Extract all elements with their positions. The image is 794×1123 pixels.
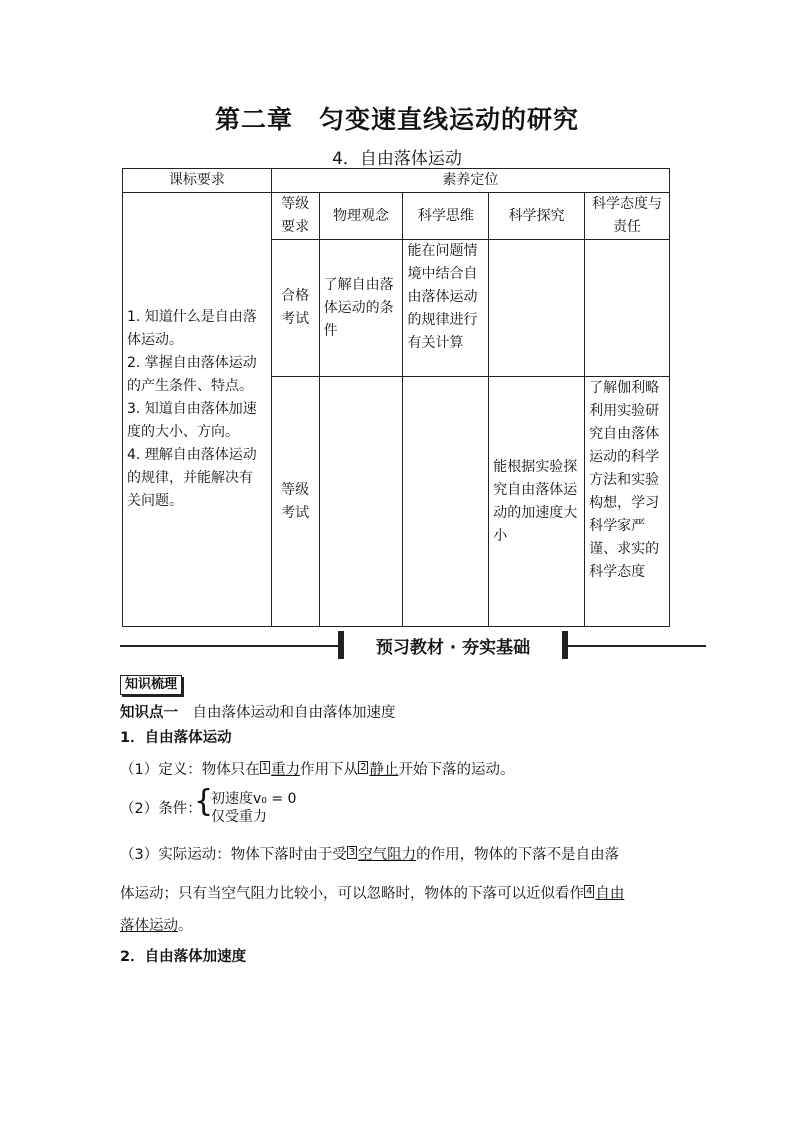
blank-free-fall-a: 自由 [595, 886, 625, 902]
definition-mid: 作用下从 [300, 762, 359, 778]
blank-air-resistance: 空气阻力 [358, 847, 417, 863]
knowledge-point-title: 自由落体运动和自由落体加速度 [192, 705, 396, 721]
heading-free-fall-acceleration: 2．自由落体加速度 [120, 949, 247, 965]
header-literacy: 素养定位 [271, 169, 669, 193]
requirements-table [122, 168, 670, 627]
blank-number-4: 4 [586, 886, 593, 897]
knowledge-point-label: 知识点一 [120, 705, 178, 721]
definition-line [120, 758, 514, 779]
grade-attitude-cell: 了解伽利略利用实验研究自由落体运动的科学方法和实验构想，学习科学家严谨、求实的科学态度 [585, 377, 670, 627]
level-grade: 等级考试 [271, 377, 319, 627]
section-title: 4．自由落体运动 [332, 149, 462, 169]
actual-end: 。 [178, 918, 193, 934]
knowledge-tag: 知识梳理 [120, 675, 182, 695]
blank-gravity: 重力 [271, 762, 301, 778]
pass-inquiry-cell [489, 240, 585, 377]
definition-prefix: （1）定义：物体只在 [120, 762, 260, 778]
banner-rule-left [120, 645, 338, 647]
pass-physics-cell: 了解自由落体运动的条件 [319, 240, 403, 377]
condition-prefix: （2）条件： [120, 801, 202, 817]
heading-free-fall: 1．自由落体运动 [120, 730, 232, 746]
actual-motion-line-2 [120, 882, 624, 903]
pass-thinking-cell: 能在问题情境中结合自由落体运动的规律进行有关计算 [403, 240, 489, 377]
blank-free-fall-b: 落体运动 [120, 918, 178, 934]
actual-rest: 的作用，物体的下落不是自由落 [416, 847, 620, 863]
pass-attitude-cell [585, 240, 670, 377]
section-banner [338, 631, 568, 659]
header-curriculum: 课标要求 [123, 169, 272, 193]
actual-motion-line [120, 843, 619, 864]
banner-bar-left [338, 631, 344, 659]
condition-initial-velocity: 初速度v₀ = 0 [211, 791, 297, 807]
banner-label: 预习教材 · 夯实基础 [375, 638, 531, 658]
header-physics: 物理观念 [319, 193, 403, 240]
condition-gravity-only: 仅受重力 [211, 809, 267, 825]
actual-prefix: （3）实际运动：物体下落时由于受 [120, 847, 347, 863]
brace-icon: { [194, 784, 214, 819]
grade-physics-cell [319, 377, 403, 627]
definition-suffix: 开始下落的运动。 [398, 762, 515, 778]
blank-number-3: 3 [348, 847, 356, 858]
actual-motion-line-3 [120, 914, 193, 935]
blank-rest: 静止 [369, 762, 399, 778]
header-thinking: 科学思维 [403, 193, 489, 240]
curriculum-requirements: 1. 知道什么是自由落体运动。 2. 掌握自由落体运动的产生条件、特点。 3. 知道自由落体加速度的大小、方向。 4. 理解自由落体运动的规律，并能解决有关问题。 [123, 193, 272, 627]
grade-inquiry-cell: 能根据实验探究自由落体运动的加速度大小 [489, 377, 585, 627]
knowledge-point-heading [120, 701, 396, 722]
level-pass: 合格考试 [271, 240, 319, 377]
header-inquiry: 科学探究 [489, 193, 585, 240]
banner-rule-right [568, 645, 706, 647]
blank-number-2: 2 [360, 762, 367, 773]
actual-line2: 体运动；只有当空气阻力比较小，可以忽略时，物体的下落可以近似看作 [120, 886, 584, 902]
blank-number-1: 1 [261, 762, 269, 773]
grade-thinking-cell [403, 377, 489, 627]
chapter-title: 第二章 匀变速直线运动的研究 [214, 105, 579, 134]
header-level: 等级要求 [271, 193, 319, 240]
header-attitude: 科学态度与责任 [585, 193, 670, 240]
